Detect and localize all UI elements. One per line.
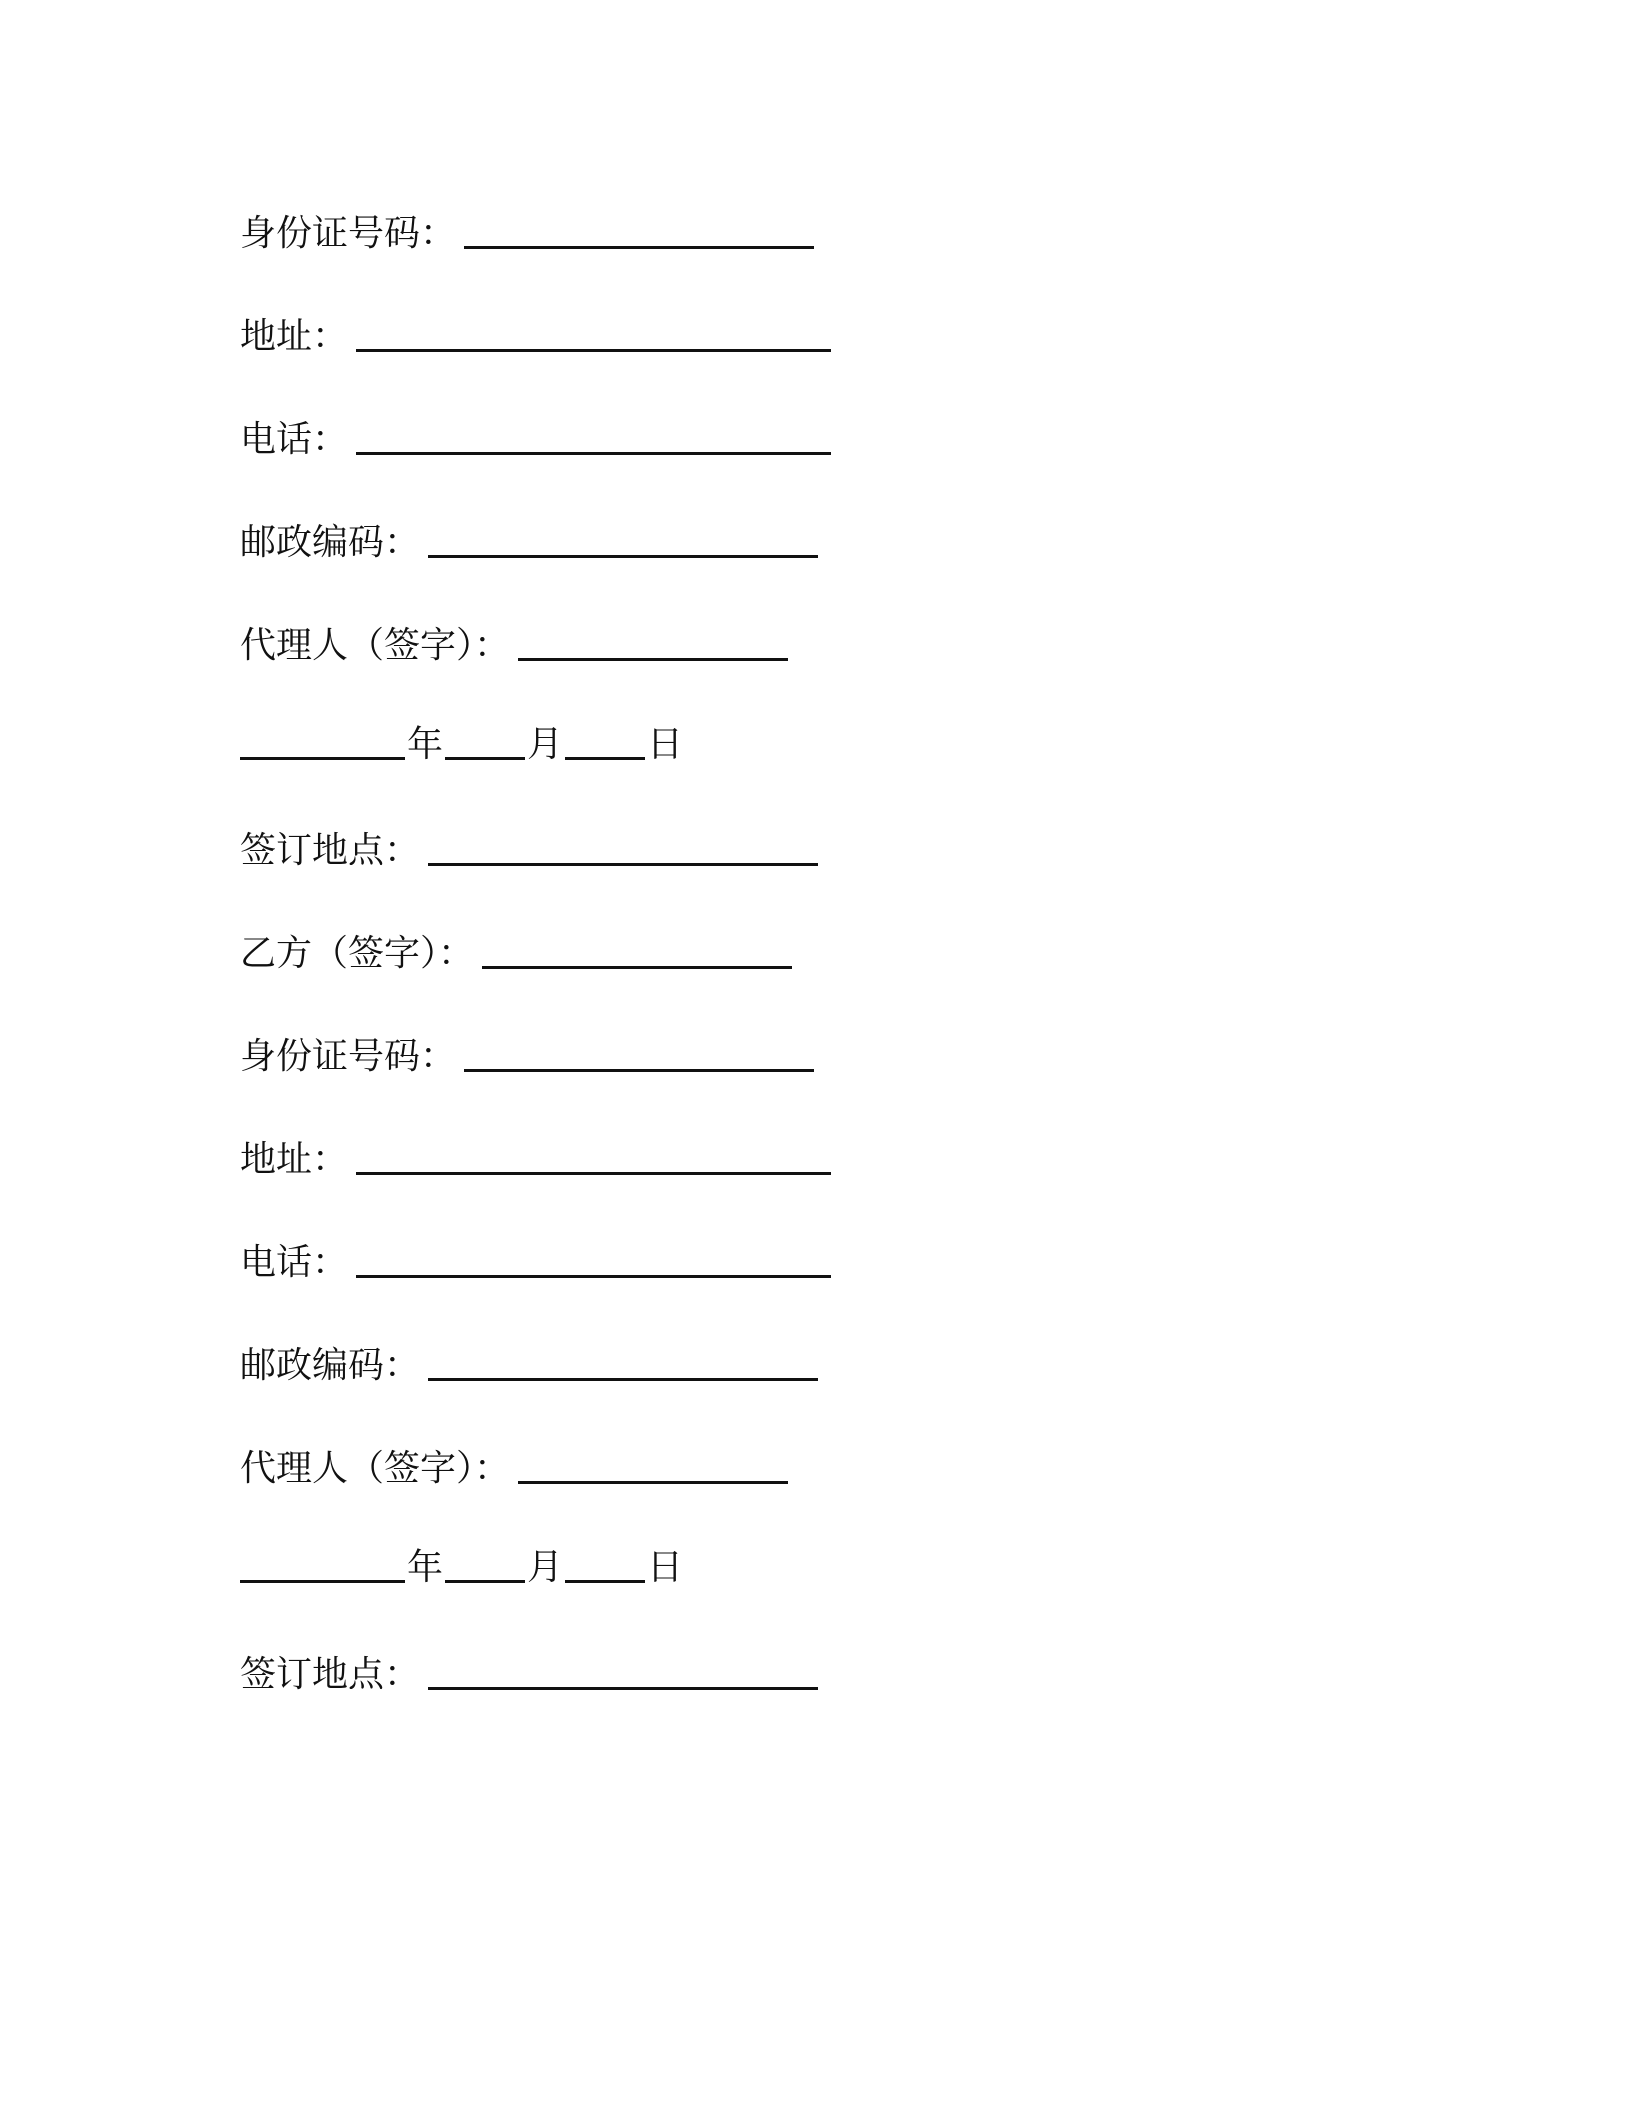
year-blank[interactable] (240, 757, 405, 760)
party-a-postal-row (240, 504, 818, 564)
agent-signature-label: 代理人（签字）： (240, 1447, 511, 1489)
party-b-agent-row (240, 1430, 788, 1490)
signing-place-label: 签订地点： (240, 1653, 421, 1695)
party-a-address-row (240, 298, 831, 358)
postal-code-label: 邮政编码： (240, 521, 421, 563)
party-a-id-row (240, 195, 814, 255)
party-b-phone-row (240, 1224, 831, 1284)
agent-signature-label: 代理人（签字）： (240, 624, 511, 666)
id-number-label: 身份证号码： (240, 1035, 457, 1077)
party-b-signature-label: 乙方（签字）： (240, 932, 475, 974)
month-label: 月 (527, 1546, 564, 1588)
party-b-signature-row (240, 915, 792, 975)
postal-code-label: 邮政编码： (240, 1344, 421, 1386)
address-label: 地址： (240, 315, 349, 357)
month-blank[interactable] (445, 757, 525, 760)
address-label: 地址： (240, 1138, 349, 1180)
party-b-address-row (240, 1121, 831, 1181)
year-label: 年 (407, 723, 444, 765)
month-blank[interactable] (445, 1580, 525, 1583)
party-b-signature-blank[interactable] (482, 966, 792, 969)
month-label: 月 (527, 723, 564, 765)
phone-label: 电话： (240, 1241, 349, 1283)
party-a-agent-row (240, 607, 788, 667)
address-blank[interactable] (356, 1172, 831, 1175)
party-b-id-row (240, 1018, 814, 1078)
id-number-blank[interactable] (464, 1069, 814, 1072)
phone-blank[interactable] (356, 1275, 831, 1278)
party-b-date-row (240, 1529, 685, 1589)
day-blank[interactable] (565, 757, 645, 760)
party-a-phone-row (240, 401, 831, 461)
party-a-place-row (240, 812, 818, 872)
postal-code-blank[interactable] (428, 555, 818, 558)
postal-code-blank[interactable] (428, 1378, 818, 1381)
id-number-blank[interactable] (464, 246, 814, 249)
party-a-date-row (240, 706, 685, 766)
id-number-label: 身份证号码： (240, 212, 457, 254)
signing-place-blank[interactable] (428, 1687, 818, 1690)
party-b-postal-row (240, 1327, 818, 1387)
agent-signature-blank[interactable] (518, 1481, 788, 1484)
day-label: 日 (647, 1546, 684, 1588)
year-blank[interactable] (240, 1580, 405, 1583)
day-label: 日 (647, 723, 684, 765)
phone-blank[interactable] (356, 452, 831, 455)
day-blank[interactable] (565, 1580, 645, 1583)
party-b-place-row (240, 1636, 818, 1696)
phone-label: 电话： (240, 418, 349, 460)
year-label: 年 (407, 1546, 444, 1588)
address-blank[interactable] (356, 349, 831, 352)
agent-signature-blank[interactable] (518, 658, 788, 661)
signing-place-blank[interactable] (428, 863, 818, 866)
signing-place-label: 签订地点： (240, 829, 421, 871)
